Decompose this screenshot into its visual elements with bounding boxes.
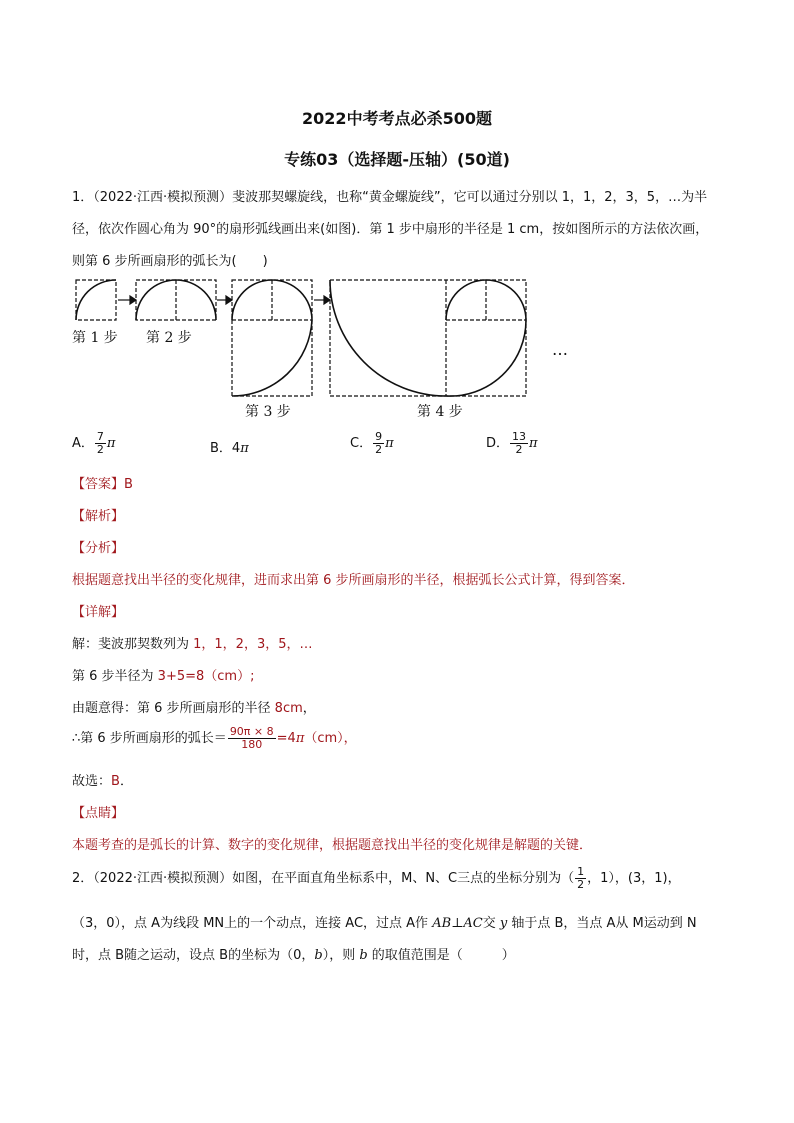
detail-line-2 [72,665,254,684]
detail-2-text: 第 6 步半径为 [72,669,158,684]
arrow-icon [314,296,330,304]
figure-ellipsis: … [552,340,568,359]
q1-line-2: 径，依次作圆心角为 90°的扇形弧线画出来(如图)．第 1 步中扇形的半径是 1 cm，按如图所示的方法依次画， [72,222,709,237]
option-d[interactable] [486,431,538,456]
q2-line-3-end: 的取值范围是（ ） [367,948,515,963]
dianjing-text: 本题考查的是弧长的计算、数字的变化规律，根据题意找出半径的变化规律是解题的关键． [72,838,593,853]
detail-1-sequence: 1，1，2，3，5，… [193,637,313,652]
detail-3-value: 8cm [274,701,303,716]
q1-line-3: 则第 6 步所画扇形的弧长为( ) [72,254,268,269]
q2-line-3-mid: ），则 [322,948,360,963]
option-b[interactable] [210,437,249,456]
detail-3-comma: ， [302,701,316,716]
arc-length-pi: π [295,731,305,746]
analysis-tag: 【解析】 [72,509,125,524]
q2-line-1-text: 2．（2022·江西·模拟预测）如图，在平面直角坐标系中，M、N、C三点的坐标分别为（ [72,871,575,886]
fenxi-tag: 【分析】 [72,541,125,556]
q2-b-var: b [314,948,323,963]
page-subtitle: 专练03（选择题-压轴）(50道) [284,150,510,169]
option-c-den: 2 [375,443,383,456]
detail-line-5 [72,770,133,789]
page-title: 2022中考考点必杀500题 [302,109,492,128]
option-c[interactable] [350,431,394,456]
arrow-icon [118,296,136,304]
q1-line-1: 1．（2022·江西·模拟预测）斐波那契螺旋线，也称“黄金螺旋线”，它可以通过分别以 1，1，2，3，5，…为半 [72,190,708,205]
step-4-figure [330,280,526,396]
step-4-label: 第 4 步 [417,404,463,420]
option-d-label: D． [486,436,510,451]
step-1-figure [76,280,116,320]
arc-length-num: 90π × 8 [229,725,274,738]
option-b-label: B．4 [210,441,241,456]
option-c-label: C． [350,436,373,451]
dianjing-tag: 【点睛】 [72,806,125,821]
option-d-pi: π [529,436,538,451]
q2-b-var-2: b [359,948,368,963]
option-a[interactable] [72,431,115,456]
option-a-fraction [95,431,106,456]
q2-line-1 [72,866,681,891]
arc-length-equals: =4 [276,731,296,746]
fibonacci-spiral-figure [70,274,630,424]
option-a-pi: π [106,436,116,451]
detail-1-text: 解：斐波那契数列为 [72,637,194,652]
q2-y-axis-var: y [499,916,508,931]
q2-perpendicular-expr: AB⊥AC [432,916,483,931]
option-c-fraction [373,431,384,456]
detail-line-1 [72,633,313,652]
step-2-figure [136,280,216,320]
q2-line-1-rest: ，1），(3，1)， [587,871,681,886]
step-1-label: 第 1 步 [72,330,118,346]
detail-5-choice: B [111,774,120,789]
q2-fraction [575,866,586,891]
answer-value: B [124,477,133,492]
detail-2-value: 3+5=8（cm）; [157,669,255,684]
option-d-num: 13 [512,430,527,443]
answer-tag: 【答案】 [72,477,125,492]
q2-fraction-den: 2 [577,878,585,891]
detail-4-text: ∴第 6 步所画扇形的弧长＝ [72,731,227,746]
option-a-num: 7 [96,430,104,443]
option-a-den: 2 [96,443,104,456]
step-3-label: 第 3 步 [245,404,291,420]
answer-row [72,473,133,492]
detail-5-period: ． [119,774,133,789]
q2-fraction-num: 1 [577,865,585,878]
arrow-icon [217,296,232,304]
option-a-label: A． [72,436,94,451]
detail-3-text: 由题意得：第 6 步所画扇形的半径 [72,701,275,716]
q2-line-2 [72,912,697,931]
step-2-label: 第 2 步 [146,330,192,346]
q2-line-3-text: 时，点 B随之运动，设点 B的坐标为（0， [72,948,315,963]
arc-length-fraction [228,726,276,751]
q2-line-3 [72,944,515,963]
option-c-num: 9 [375,430,383,443]
option-d-den: 2 [515,443,523,456]
fenxi-text: 根据题意找出半径的变化规律，进而求出第 6 步所画扇形的半径，根据弧长公式计算，得到答案． [72,573,635,588]
q2-line-2-text: （3，0），点 A为线段 MN上的一个动点，连接 AC，过点 A作 [72,916,433,931]
detail-tag: 【详解】 [72,605,125,620]
arc-length-den: 180 [241,738,263,751]
detail-line-3 [72,697,316,716]
step-3-figure [232,280,312,396]
option-d-fraction [510,431,528,456]
detail-line-4 [72,726,357,751]
q2-line-2-jiao: 交 [482,916,500,931]
option-c-pi: π [385,436,394,451]
arc-length-unit: （cm）， [304,731,357,746]
detail-5-text: 故选： [72,774,112,789]
option-b-pi: π [240,441,249,456]
q2-line-2-rest: 轴于点 B，当点 A从 M运动到 N [507,916,697,931]
